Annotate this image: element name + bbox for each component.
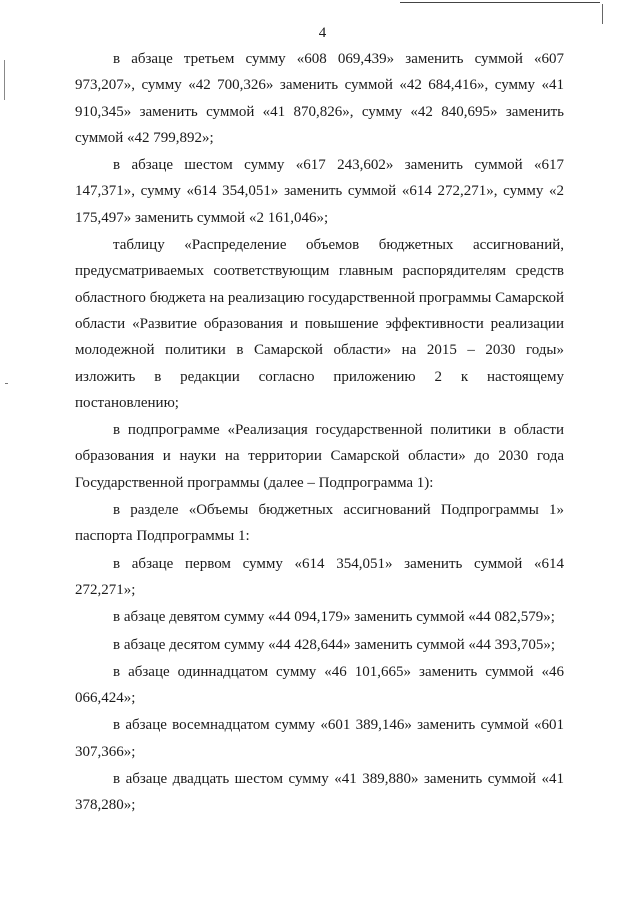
paragraph-abzac-6: в абзаце шестом сумму «617 243,602» заменить суммой «617 147,371», сумму «614 354,051» заменить суммой «614 272,271», сумму «2 175,497» заменить суммой «2 161,046»; [75,157,564,226]
paragraph-abzac-26: в абзаце двадцать шестом сумму «41 389,880» заменить суммой «41 378,280»; [75,771,564,814]
paragraph-table-replacement: таблицу «Распределение объемов бюджетных ассигнований, предусматриваемых соответствующим главным распорядителям средств областного бюджета на реализацию государственной программы Самарской области «Развитие образования и повышение эффективности реализации молодежной политики в Самарской области» на 2015 – 2030 годы» изложить в редакции согласно приложению 2 к настоящему постановлению; [75,237,564,411]
scan-dot [5,383,8,384]
document-body [75,46,564,819]
paragraph-abzac-3: в абзаце третьем сумму «608 069,439» заменить суммой «607 973,207», сумму «42 700,326» заменить суммой «42 684,416», сумму «41 910,345» заменить суммой «41 870,826», сумму «42 840,695» заменить суммой «42 799,892»; [75,51,564,146]
paragraph-abzac-9: в абзаце девятом сумму «44 094,179» заменить суммой «44 082,579»; [113,609,555,626]
scan-edge-mark [602,4,603,24]
scan-edge-mark [4,60,5,100]
paragraph-section-budget: в разделе «Объемы бюджетных ассигнований Подпрограммы 1» паспорта Подпрограммы 1: [75,502,564,545]
paragraph-subprogram-1: в подпрограмме «Реализация государственной политики в области образования и науки на территории Самарской области» до 2030 года Государственной программы (далее – Подпрограмма 1): [75,422,564,491]
paragraph-abzac-18: в абзаце восемнадцатом сумму «601 389,146» заменить суммой «601 307,366»; [75,717,564,760]
paragraph-abzac-1: в абзаце первом сумму «614 354,051» заменить суммой «614 272,271»; [75,555,564,598]
paragraph-abzac-11: в абзаце одиннадцатом сумму «46 101,665» заменить суммой «46 066,424»; [75,663,564,707]
scan-edge-mark [400,2,600,3]
paragraph-abzac-10: в абзаце десятом сумму «44 428,644» заменить суммой «44 393,705»; [113,636,556,653]
page-number: 4 [318,25,327,41]
